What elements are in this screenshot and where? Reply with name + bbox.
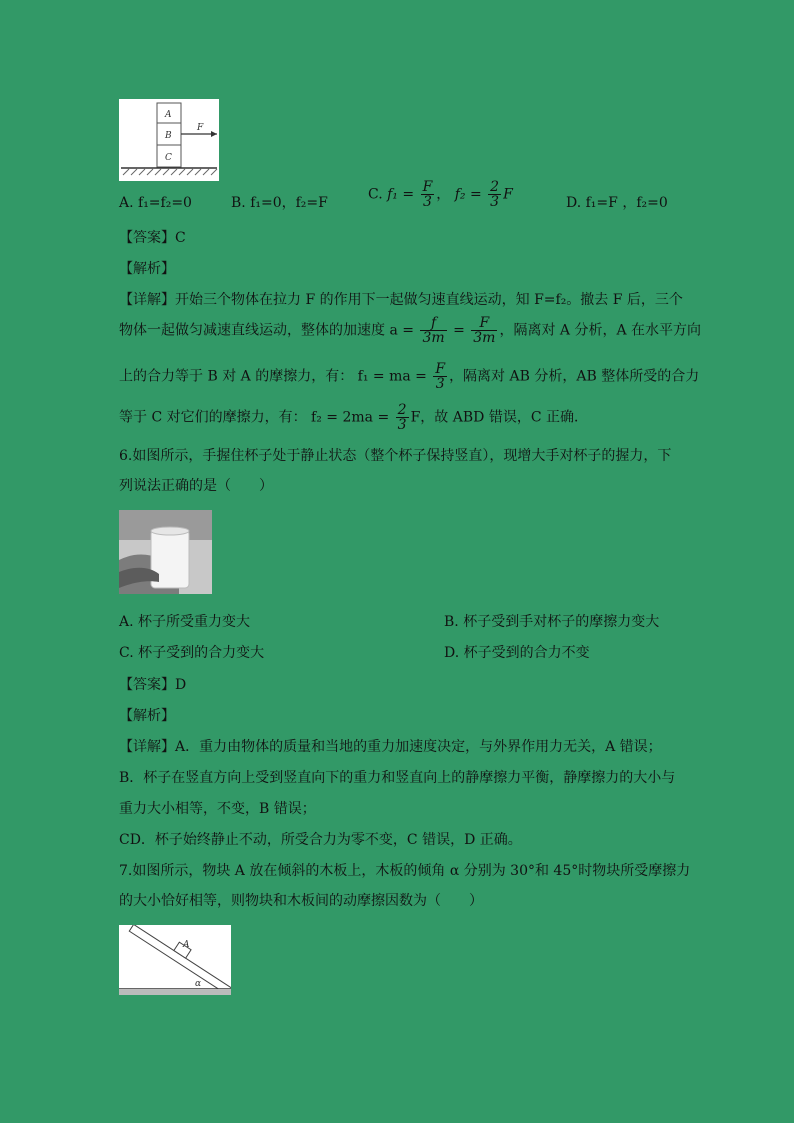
q5-answer: 【答案】C bbox=[119, 230, 186, 246]
q5-option-c-f2: f₂ = bbox=[454, 186, 482, 203]
q6-stem-line-2: 列说法正确的是（ ） bbox=[119, 478, 273, 494]
blocks-diagram bbox=[119, 99, 219, 181]
q6-option-d: D. 杯子受到的合力不变 bbox=[444, 645, 590, 661]
q5-detail-line-4 bbox=[119, 403, 588, 432]
frac-num: F bbox=[422, 179, 433, 195]
incline-figure bbox=[119, 925, 231, 995]
q7-stem-line-1: 7.如图所示，物块 A 放在倾斜的木板上，木板的倾角 α 分别为 30°和 45°时物块所受摩擦力 bbox=[119, 863, 691, 879]
frac-num: 2 bbox=[397, 402, 407, 418]
cup-photo bbox=[119, 510, 212, 594]
q5-option-c-tail: F bbox=[503, 186, 513, 203]
q5-detail-line-3 bbox=[119, 362, 699, 391]
frac-num: 2 bbox=[490, 179, 500, 195]
block-b-label: B bbox=[165, 131, 172, 141]
detail-label: 【详解】 bbox=[119, 292, 175, 308]
detail-text-b: ，隔离对 A 分析，A 在水平方向 bbox=[499, 322, 702, 339]
detail-text-a: 上的合力等于 B 对 A 的摩擦力，有： f₁ = ma = bbox=[119, 368, 427, 385]
q6-option-c: C. 杯子受到的合力变大 bbox=[119, 645, 265, 661]
equals-sign: = bbox=[453, 322, 465, 339]
frac-num: F bbox=[435, 361, 446, 377]
block-a-label: A bbox=[183, 940, 190, 950]
q6-detail-line-1 bbox=[119, 737, 662, 757]
frac-den: 3m bbox=[422, 330, 445, 346]
accel-frac-1 bbox=[420, 316, 446, 345]
force-f-label: F bbox=[197, 123, 204, 133]
frac-den: 3 bbox=[397, 417, 407, 433]
q7-stem-line-2: 的大小恰好相等，则物块和木板间的动摩擦因数为（ ） bbox=[119, 893, 483, 909]
detail-text: 开始三个物体在拉力 F 的作用下一起做匀速直线运动，知 F=f₂。撤去 F 后，三个 bbox=[175, 292, 683, 308]
q5-option-a: A. f₁=f₂=0 bbox=[119, 195, 192, 211]
incline-diagram bbox=[119, 925, 231, 995]
q5-option-b: B. f₁=0，f₂=F bbox=[231, 195, 328, 211]
detail-text-b: F，故 ABD 错误，C 正确． bbox=[410, 409, 588, 426]
f2-frac bbox=[396, 403, 409, 432]
q5-option-c-sep: ， bbox=[436, 186, 451, 203]
q6-answer: 【答案】D bbox=[119, 677, 187, 693]
q6-detail-line-3: 重力大小相等，不变，B 错误； bbox=[119, 801, 316, 817]
q5-analysis-label: 【解析】 bbox=[119, 261, 175, 277]
q5-option-d: D. f₁=F ，f₂=0 bbox=[566, 195, 668, 211]
frac-den: 3 bbox=[435, 376, 445, 392]
block-c-label: C bbox=[165, 153, 172, 163]
q5-option-c-frac2 bbox=[488, 180, 501, 209]
f1-frac bbox=[433, 362, 447, 391]
q5-option-c-frac1 bbox=[421, 180, 435, 209]
q6-analysis-label: 【解析】 bbox=[119, 708, 175, 724]
detail-text-a: 等于 C 对它们的摩擦力，有： f₂ = 2ma = bbox=[119, 409, 390, 426]
q6-detail-line-2: B．杯子在竖直方向上受到竖直向下的重力和竖直向上的静摩擦力平衡，静摩擦力的大小与 bbox=[119, 770, 676, 786]
accel-frac-2 bbox=[471, 316, 497, 345]
q5-option-c-f1: f₁ = bbox=[387, 186, 415, 203]
blocks-figure bbox=[119, 99, 219, 181]
q6-option-a: A. 杯子所受重力变大 bbox=[119, 614, 251, 630]
q5-detail-line-1 bbox=[119, 290, 683, 310]
frac-num: F bbox=[471, 316, 497, 331]
frac-den: 3m bbox=[473, 330, 496, 346]
cup-photo-image bbox=[119, 510, 212, 594]
angle-alpha-label: α bbox=[195, 979, 202, 989]
frac-den: 3 bbox=[422, 194, 432, 210]
q6-stem-line-1: 6.如图所示，手握住杯子处于静止状态（整个杯子保持竖直），现增大手对杯子的握力，下 bbox=[119, 448, 672, 464]
frac-den: 3 bbox=[490, 194, 500, 210]
q5-option-c-prefix: C. bbox=[368, 186, 383, 203]
q5-option-c bbox=[368, 180, 513, 209]
detail-text-b: ，隔离对 AB 分析，AB 整体所受的合力 bbox=[449, 368, 700, 385]
detail-text: A．重力由物体的质量和当地的重力加速度决定，与外界作用力无关，A 错误； bbox=[175, 739, 662, 755]
block-a-label: A bbox=[165, 110, 172, 120]
q6-option-b: B. 杯子受到手对杯子的摩擦力变大 bbox=[444, 614, 660, 630]
q6-detail-line-4: CD．杯子始终静止不动，所受合力为零不变，C 错误，D 正确。 bbox=[119, 832, 522, 848]
q5-detail-line-2 bbox=[119, 316, 701, 345]
frac-num: f bbox=[420, 316, 446, 331]
detail-text-a: 物体一起做匀减速直线运动，整体的加速度 a = bbox=[119, 322, 414, 339]
detail-label: 【详解】 bbox=[119, 739, 175, 755]
